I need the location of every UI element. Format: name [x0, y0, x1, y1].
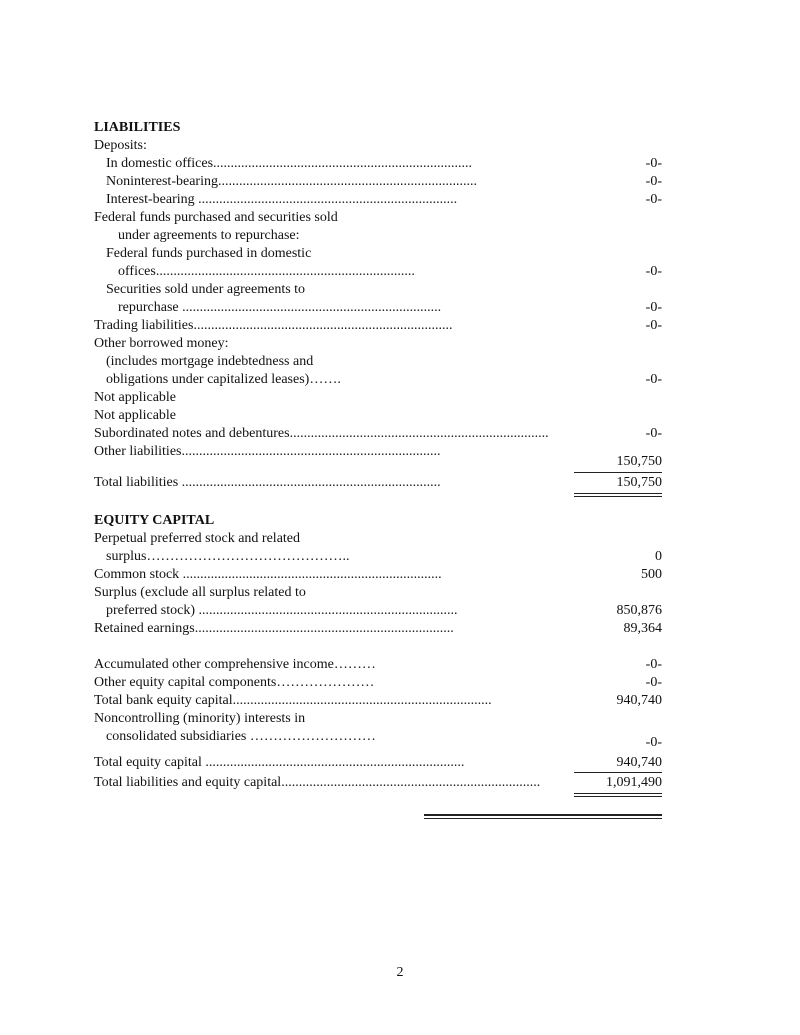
line-label: Accumulated other comprehensive income………	[94, 657, 376, 672]
line-value: 500	[641, 567, 662, 582]
line-label: Not applicable	[94, 408, 177, 423]
line-value: -0-	[645, 300, 662, 315]
line-label: Total bank equity capital..........................................................................	[94, 693, 492, 708]
line-item	[94, 209, 662, 227]
line-value: 940,740	[616, 693, 662, 708]
line-label: Federal funds purchased and securities sold	[94, 210, 338, 225]
line-item	[94, 317, 662, 335]
section-heading: EQUITY CAPITAL	[94, 513, 215, 528]
line-label: repurchase ..........................................................................	[118, 300, 442, 315]
line-label: surplus……………………………………..	[106, 549, 350, 564]
equity-heading	[94, 512, 662, 530]
line-item	[94, 474, 662, 492]
line-item	[94, 281, 662, 299]
line-label: Interest-bearing ..........................................................................	[106, 192, 458, 207]
line-label: In domestic offices..........................................................................	[106, 156, 473, 171]
line-label: Trading liabilities..........................................................................	[94, 318, 453, 333]
line-item	[94, 407, 662, 425]
line-value: -0-	[645, 192, 662, 207]
line-label: offices..........................................................................	[118, 264, 415, 279]
line-label: preferred stock) ..........................................................................	[106, 603, 458, 618]
line-item	[94, 674, 662, 692]
line-item	[94, 566, 662, 584]
line-item	[94, 371, 662, 389]
subtotal-rule	[574, 472, 662, 473]
line-item	[94, 754, 662, 772]
line-item	[94, 728, 662, 750]
line-label: obligations under capitalized leases)…….	[106, 372, 341, 387]
line-label: Noninterest-bearing..........................................................................	[106, 174, 477, 189]
line-value: 850,876	[616, 603, 662, 618]
line-value: 940,740	[616, 755, 662, 770]
line-item	[94, 710, 662, 728]
line-item	[94, 530, 662, 548]
line-label: Surplus (exclude all surplus related to	[94, 585, 306, 600]
line-item	[94, 602, 662, 620]
line-label: Federal funds purchased in domestic	[106, 246, 312, 261]
line-item	[94, 584, 662, 602]
subtotal-rule	[574, 772, 662, 773]
line-item	[94, 548, 662, 566]
line-label: Other equity capital components…………………	[94, 675, 375, 690]
line-label: Common stock ..........................................................................	[94, 567, 442, 582]
line-item	[94, 173, 662, 191]
line-label: consolidated subsidiaries ………………………	[106, 729, 376, 744]
line-value: -0-	[645, 372, 662, 387]
line-value: -0-	[645, 174, 662, 189]
line-item	[94, 245, 662, 263]
total-rule	[574, 793, 662, 794]
line-label: Total equity capital ..........................................................................	[94, 755, 465, 770]
line-label: Subordinated notes and debentures..........................................................................	[94, 426, 549, 441]
line-value: 0	[655, 549, 662, 564]
section-heading: LIABILITIES	[94, 120, 181, 135]
line-label: Other liabilities..........................................................................	[94, 444, 441, 459]
line-value: -0-	[645, 156, 662, 171]
line-value: -0-	[645, 426, 662, 441]
line-item	[94, 692, 662, 710]
line-label: Noncontrolling (minority) interests in	[94, 711, 306, 726]
line-value: 150,750	[616, 454, 662, 469]
line-item	[94, 425, 662, 443]
line-item	[94, 656, 662, 674]
line-item	[94, 620, 662, 638]
line-label: Not applicable	[94, 390, 177, 405]
line-value: 89,364	[623, 621, 662, 636]
line-item	[94, 227, 662, 245]
line-item	[94, 155, 662, 173]
line-item	[94, 443, 662, 469]
line-value: -0-	[645, 675, 662, 690]
closing-double-rule	[424, 818, 662, 819]
total-rule	[574, 496, 662, 497]
line-item	[94, 353, 662, 371]
line-value: 150,750	[616, 475, 662, 490]
line-label: Perpetual preferred stock and related	[94, 531, 301, 546]
line-value: -0-	[645, 318, 662, 333]
line-value: 1,091,490	[606, 775, 662, 790]
line-value: -0-	[645, 735, 662, 750]
line-label: Total liabilities ..........................................................................	[94, 475, 441, 490]
line-item	[94, 299, 662, 317]
liabilities-heading	[94, 119, 662, 137]
line-value: -0-	[645, 264, 662, 279]
line-label: under agreements to repurchase:	[118, 228, 300, 243]
line-item	[94, 335, 662, 353]
line-label: (includes mortgage indebtedness and	[106, 354, 314, 369]
line-label: Securities sold under agreements to	[106, 282, 306, 297]
line-label: Retained earnings..........................................................................	[94, 621, 454, 636]
line-label: Total liabilities and equity capital..........................................................................	[94, 775, 541, 790]
total-rule	[574, 796, 662, 797]
line-item	[94, 263, 662, 281]
page-number: 2	[396, 965, 404, 980]
total-rule	[574, 493, 662, 494]
line-item	[94, 191, 662, 209]
line-item	[94, 774, 662, 792]
line-value: -0-	[645, 657, 662, 672]
line-label: Deposits:	[94, 138, 147, 153]
line-item	[94, 137, 662, 155]
line-item	[94, 389, 662, 407]
line-label: Other borrowed money:	[94, 336, 229, 351]
closing-double-rule	[424, 814, 662, 816]
